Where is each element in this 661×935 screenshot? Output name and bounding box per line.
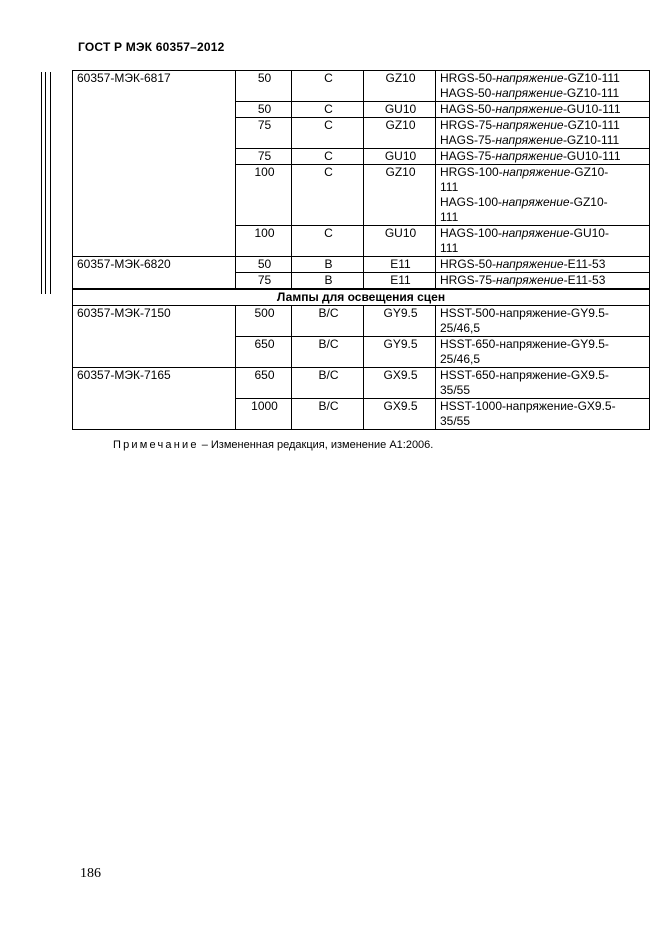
lamp-code-line	[440, 118, 647, 133]
table-row	[73, 306, 650, 337]
power-cell: 50	[236, 71, 292, 102]
lamp-code-line	[440, 226, 647, 241]
voltage-placeholder: напряжение	[502, 165, 571, 179]
voltage-placeholder: напряжение	[496, 273, 564, 287]
code-part: -GZ10-111	[562, 133, 620, 147]
voltage-placeholder: напряжение	[495, 102, 563, 116]
cap-cell: GU10	[364, 102, 436, 118]
code-part: 111	[440, 180, 459, 194]
lamp-code-cell	[436, 273, 650, 290]
code-part: -E11-53	[563, 273, 606, 287]
lamp-code-line	[440, 165, 647, 180]
code-part: HAGS-75-	[440, 133, 496, 147]
revision-margin-line	[45, 72, 46, 294]
voltage-placeholder: напряжение	[502, 195, 570, 209]
lamp-code-cell	[436, 165, 650, 226]
lamp-code-line	[440, 352, 647, 367]
lamp-code-cell	[436, 399, 650, 430]
section-row	[73, 289, 650, 306]
lamp-code-line	[440, 133, 647, 148]
cap-cell: GZ10	[364, 118, 436, 149]
lamp-code-cell	[436, 149, 650, 165]
voltage-placeholder: напряжение	[502, 226, 570, 240]
table-row	[73, 257, 650, 273]
halogen-lamps-rows	[73, 71, 650, 290]
cap-cell: GX9.5	[364, 399, 436, 430]
cap-cell: E11	[364, 273, 436, 290]
lamp-code-line	[440, 399, 647, 414]
power-cell: 1000	[236, 399, 292, 430]
lamp-code-cell	[436, 102, 650, 118]
cap-cell: E11	[364, 257, 436, 273]
cap-cell: GZ10	[364, 165, 436, 226]
lamp-code-line	[440, 195, 647, 210]
code-part: HSST-1000-напряжение-GX9.5-	[440, 399, 616, 413]
class-cell: C	[292, 71, 364, 102]
cap-cell: GY9.5	[364, 306, 436, 337]
lamp-specification-table	[72, 70, 650, 430]
class-cell: C	[292, 165, 364, 226]
designation-cell	[73, 149, 236, 165]
stage-lamps-rows	[73, 306, 650, 430]
cap-cell: GZ10	[364, 71, 436, 102]
power-cell: 75	[236, 273, 292, 290]
lamp-code-line	[440, 149, 647, 164]
cap-cell: GU10	[364, 149, 436, 165]
lamp-code-cell	[436, 118, 650, 149]
power-cell: 50	[236, 257, 292, 273]
class-cell: B/C	[292, 337, 364, 368]
lamp-code-line	[440, 414, 647, 429]
voltage-placeholder: напряжение	[495, 149, 563, 163]
note-text: – Измененная редакция, изменение А1:2006.	[198, 439, 434, 451]
class-cell: C	[292, 118, 364, 149]
table-row	[73, 102, 650, 118]
section-title: Лампы для освещения сцен	[73, 289, 650, 306]
code-part: HSST-650-напряжение-GX9.5-	[440, 368, 609, 382]
lamp-code-cell	[436, 226, 650, 257]
voltage-placeholder: напряжение	[496, 118, 564, 132]
code-part: HRGS-50-	[440, 71, 497, 85]
code-part: HSST-650-напряжение-GY9.5-	[440, 337, 609, 351]
code-part: -GU10-111	[562, 149, 621, 163]
designation-cell: 60357-МЭК-6820	[73, 257, 236, 273]
lamp-code-line	[440, 337, 647, 352]
document-header: ГОСТ Р МЭК 60357–2012	[78, 40, 225, 54]
lamp-code-line	[440, 241, 647, 256]
code-part: HAGS-100-	[440, 195, 503, 209]
code-part: HAGS-50-	[440, 86, 496, 100]
designation-cell: 60357-МЭК-7165	[73, 368, 236, 399]
lamp-code-line	[440, 321, 647, 336]
class-cell: B/C	[292, 368, 364, 399]
code-part: HRGS-75-	[440, 118, 497, 132]
table-note	[113, 439, 433, 451]
power-cell: 650	[236, 337, 292, 368]
code-part: 111	[440, 210, 459, 224]
lamp-code-line	[440, 257, 647, 272]
cap-cell: GY9.5	[364, 337, 436, 368]
power-cell: 100	[236, 226, 292, 257]
lamp-code-line	[440, 86, 647, 101]
class-cell: C	[292, 226, 364, 257]
code-part: -GZ10-111	[562, 86, 620, 100]
power-cell: 75	[236, 118, 292, 149]
designation-cell: 60357-МЭК-7150	[73, 306, 236, 337]
lamp-code-line	[440, 71, 647, 86]
power-cell: 100	[236, 165, 292, 226]
code-part: HRGS-50-	[440, 257, 497, 271]
class-cell: B/C	[292, 306, 364, 337]
code-part: -GU10-111	[562, 102, 621, 116]
lamp-code-line	[440, 368, 647, 383]
lamp-code-line	[440, 180, 647, 195]
designation-cell	[73, 118, 236, 149]
note-label: Примечание	[113, 439, 199, 451]
class-cell: C	[292, 149, 364, 165]
code-part: HSST-500-напряжение-GY9.5-	[440, 306, 609, 320]
table-row	[73, 71, 650, 102]
cap-cell: GX9.5	[364, 368, 436, 399]
table-row	[73, 337, 650, 368]
voltage-placeholder: напряжение	[496, 257, 564, 271]
designation-cell	[73, 226, 236, 257]
designation-cell	[73, 337, 236, 368]
class-cell: B	[292, 257, 364, 273]
code-part: 25/46,5	[440, 352, 481, 366]
code-part: 35/55	[440, 414, 471, 428]
class-cell: B/C	[292, 399, 364, 430]
lamp-code-cell	[436, 306, 650, 337]
section-row-group	[73, 289, 650, 306]
lamp-code-cell	[436, 257, 650, 273]
code-part: -GZ10-	[570, 165, 609, 179]
code-part: HRGS-100-	[440, 165, 503, 179]
code-part: 25/46,5	[440, 321, 481, 335]
voltage-placeholder: напряжение	[495, 133, 563, 147]
code-part: HAGS-100-	[440, 226, 503, 240]
voltage-placeholder: напряжение	[495, 86, 563, 100]
designation-cell	[73, 102, 236, 118]
lamp-code-line	[440, 273, 647, 288]
revision-margin-line	[50, 72, 51, 294]
designation-cell	[73, 399, 236, 430]
table-row	[73, 226, 650, 257]
designation-cell	[73, 273, 236, 290]
class-cell: C	[292, 102, 364, 118]
page-number: 186	[80, 866, 101, 881]
lamp-code-line	[440, 102, 647, 117]
power-cell: 75	[236, 149, 292, 165]
lamp-code-cell	[436, 337, 650, 368]
table-row	[73, 399, 650, 430]
table-row	[73, 273, 650, 290]
power-cell: 650	[236, 368, 292, 399]
code-part: -GU10-	[569, 226, 609, 240]
revision-margin-line	[41, 72, 42, 294]
lamp-code-line	[440, 210, 647, 225]
cap-cell: GU10	[364, 226, 436, 257]
code-part: -GZ10-	[569, 195, 608, 209]
code-part: 35/55	[440, 383, 471, 397]
power-cell: 50	[236, 102, 292, 118]
table-row	[73, 368, 650, 399]
table-row	[73, 149, 650, 165]
code-part: HAGS-50-	[440, 102, 496, 116]
lamp-code-line	[440, 306, 647, 321]
voltage-placeholder: напряжение	[496, 71, 564, 85]
table-row	[73, 165, 650, 226]
code-part: HRGS-75-	[440, 273, 497, 287]
code-part: -GZ10-111	[563, 71, 620, 85]
designation-cell	[73, 165, 236, 226]
class-cell: B	[292, 273, 364, 290]
designation-cell: 60357-МЭК-6817	[73, 71, 236, 102]
table-row	[73, 118, 650, 149]
lamp-code-cell	[436, 71, 650, 102]
code-part: HAGS-75-	[440, 149, 496, 163]
power-cell: 500	[236, 306, 292, 337]
code-part: -GZ10-111	[563, 118, 620, 132]
code-part: 111	[440, 241, 459, 255]
lamp-code-cell	[436, 368, 650, 399]
code-part: -E11-53	[563, 257, 606, 271]
lamp-code-line	[440, 383, 647, 398]
